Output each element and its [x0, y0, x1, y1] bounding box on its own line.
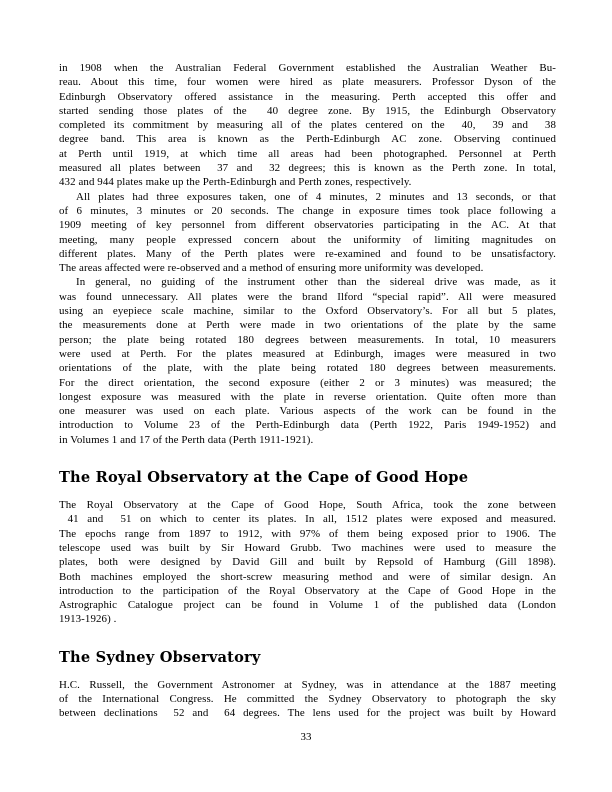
text-line: 1913-1926) .: [59, 613, 117, 626]
text-line: The Royal Observatory at the Cape of Good Hope, South Africa, took the zone between: [59, 499, 556, 512]
text-line: Astrographic Catalogue project can be found in Volume 1 of the published data (London: [59, 599, 556, 612]
text-line: All plates had three exposures taken, one of 4 minutes, 2 minutes and 13 seconds, or that: [76, 190, 556, 203]
text-line: longest exposure was measured with the plate in reverse orientation. Quite often more than: [59, 390, 556, 403]
body-paragraph: [59, 275, 556, 447]
section-heading: The Royal Observatory at the Cape of Good Hope: [59, 469, 469, 487]
text-line: The areas affected were re-observed and a method of ensuring more uniformity was developed.: [59, 262, 484, 275]
text-line: degree band. This area is known as the Perth-Edinburgh AC zone. Observing continued: [59, 133, 556, 146]
text-line: one measurer was used on each plate. Various aspects of the work can be found in the: [59, 405, 556, 418]
text-line: in Volumes 1 and 17 of the Perth data (Perth 1911-1921).: [59, 433, 314, 446]
text-line: introduction to the participation of the Royal Observatory at the Cape of Good Hope in the: [59, 584, 556, 597]
text-line: using an eyepiece scale machine, similar to the Oxford Observatory’s. For all but 5 plates,: [59, 305, 556, 318]
text-line: completed its commitment by measuring all of the plates centered on the 40, 39 and 38: [59, 119, 556, 132]
text-line: different plates. Many of the Perth plates were re-examined and found to be unsatisfactory.: [59, 247, 556, 260]
text-line: In general, no guiding of the instrument other than the sidereal drive was made, as it: [76, 276, 556, 289]
text-line: introduction to Volume 23 of the Perth-Edinburgh data (Perth 1922, Paris 1949-1952) and: [59, 419, 556, 432]
text-line: 41 and 51 on which to center its plates. In all, 1512 plates were exposed and measured.: [59, 513, 557, 526]
body-paragraph: [59, 678, 556, 721]
body-paragraph: [59, 61, 556, 190]
text-line: started sending those plates of the 40 degree zone. By 1915, the Edinburgh Observatory: [59, 104, 556, 117]
text-line: of the International Congress. He committed the Sydney Observatory to photograph the sky: [59, 692, 556, 705]
text-line: measured all plates between 37 and 32 degrees; this is known as the Perth zone. In total,: [59, 162, 556, 175]
text-line: 1909 meeting of key personnel from different observatories participating in the AC. At that: [59, 219, 556, 232]
text-line: at Perth until 1919, at which time all areas had been photographed. Personnel at Perth: [59, 147, 556, 160]
text-line: telescope used was built by Sir Howard Grubb. Two machines were used to measure the: [59, 541, 556, 554]
text-line: meeting, many people expressed concern about the uniformity of limiting magnitudes on: [59, 233, 556, 246]
body-paragraph: [59, 498, 556, 627]
text-line: was found unnecessary. All plates were the brand Ilford “special rapid”. All were measured: [59, 290, 556, 303]
text-line: reau. About this time, four women were hired as plate measurers. Professor Dyson of the: [59, 76, 556, 89]
text-line: of 6 minutes, 3 minutes or 20 seconds. The change in exposure times took place following a: [59, 204, 556, 217]
text-line: H.C. Russell, the Government Astronomer at Sydney, was in attendance at the 1887 meeting: [59, 678, 556, 691]
section-heading: The Sydney Observatory: [59, 648, 261, 666]
text-line: plates, both were designed by David Gill and built by Repsold of Hamburg (Gill 1898).: [59, 556, 556, 569]
text-line: 432 and 944 plates make up the Perth-Edinburgh and Perth zones, respectively.: [59, 176, 412, 189]
text-line: For the direct orientation, the second exposure (either 2 or 3 minutes) was measured; the: [59, 376, 556, 389]
document-content: [59, 61, 556, 721]
text-line: Edinburgh Observatory offered assistance in the measuring. Perth accepted this offer and: [59, 90, 556, 103]
text-line: The epochs range from 1897 to 1912, with 97% of them being exposed prior to 1906. The: [59, 527, 556, 540]
text-line: orientations of the plate, with the plate being rotated 180 degrees between measurements.: [59, 362, 556, 375]
body-paragraph: [59, 190, 556, 276]
text-line: between declinations 52 and 64 degrees. The lens used for the project was built by Howard: [59, 707, 556, 720]
text-line: Both machines employed the short-screw measuring method and were of similar design. An: [59, 570, 556, 583]
text-line: person; the plate being rotated 180 degrees between measurements. In total, 10 measurers: [59, 333, 556, 346]
page-number: 33: [300, 731, 312, 743]
text-line: the measurements done at Perth were made in two orientations of the plate by the same: [59, 319, 556, 332]
text-line: were used at Perth. For the plates measured at Edinburgh, images were measured in two: [59, 347, 556, 360]
text-line: in 1908 when the Australian Federal Government established the Australian Weather Bu-: [59, 62, 556, 74]
